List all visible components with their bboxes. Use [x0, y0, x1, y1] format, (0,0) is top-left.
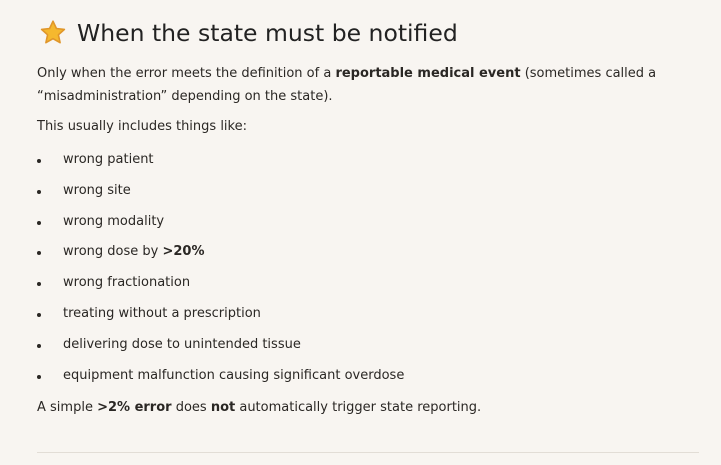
star-icon: [39, 19, 67, 47]
section-title: When the state must be notified: [77, 19, 458, 47]
list-item: equipment malfunction causing significant overdose: [37, 364, 699, 395]
list-item: wrong fractionation: [37, 271, 699, 302]
document-section: [37, 16, 699, 419]
closing-paragraph: A simple >2% error does not automatically trigger state reporting.: [37, 400, 482, 416]
list-item: treating without a prescription: [37, 302, 699, 333]
bullet-list: [37, 148, 699, 394]
intro-text-end: (sometimes called a “misadministration” depending on the state).: [37, 66, 657, 104]
list-item: wrong site: [37, 179, 699, 210]
intro-text: Only when the error meets the definition of a: [37, 66, 336, 81]
list-item: wrong patient: [37, 148, 699, 179]
list-item: delivering dose to unintended tissue: [37, 333, 699, 364]
section-divider: [37, 452, 699, 453]
section-heading: [37, 16, 699, 50]
intro-paragraph: [37, 62, 699, 108]
list-lead: This usually includes things like:: [37, 119, 247, 134]
list-item: wrong dose by >20%: [37, 240, 699, 271]
list-item: wrong modality: [37, 210, 699, 241]
intro-bold-term: reportable medical event: [335, 66, 521, 81]
